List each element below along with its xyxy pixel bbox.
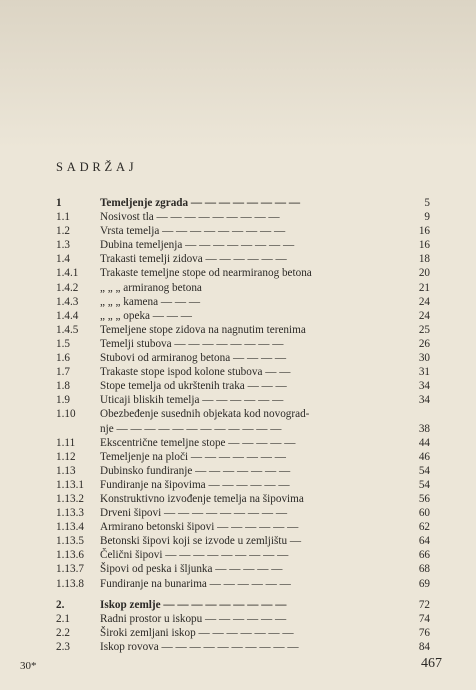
toc-entry-page: 60 <box>418 507 430 520</box>
toc-entry-title: Vrsta temelja — — — — — — — — — <box>100 225 286 238</box>
toc-entry <box>56 422 430 436</box>
toc-entry-number: 1.13.7 <box>56 563 84 576</box>
toc-entry-number: 1.8 <box>56 380 70 393</box>
toc-entry-title: Temelji stubova — — — — — — — — <box>100 337 284 350</box>
toc-entry-number: 1.13.3 <box>56 507 84 520</box>
toc-entry-number: 1.4.4 <box>56 309 79 322</box>
toc-entry <box>56 224 430 238</box>
toc-entry-page: 38 <box>418 422 430 435</box>
toc-entry-page: 64 <box>418 535 430 548</box>
toc-entry-number: 1.13.5 <box>56 535 84 548</box>
toc-entry-number: 2.2 <box>56 626 70 639</box>
toc-entry-number: 1.13.1 <box>56 478 84 491</box>
toc-entry-title: Temeljene stope zidova na nagnutim terenima <box>100 323 306 336</box>
toc-entry <box>56 252 430 266</box>
toc-entry-page: 34 <box>418 380 430 393</box>
toc-entry-title: nje — — — — — — — — — — — — <box>100 422 282 435</box>
toc-entry-page: 46 <box>418 450 430 463</box>
table-of-contents <box>56 196 430 654</box>
toc-entry-page: 5 <box>424 197 430 209</box>
toc-entry-number: 2.3 <box>56 640 70 653</box>
toc-entry-title: Trakaste stope ispod kolone stubova — — <box>100 366 291 379</box>
toc-entry <box>56 351 430 365</box>
toc-entry-page: 54 <box>418 464 430 477</box>
toc-entry-page: 24 <box>418 295 430 308</box>
toc-entry-title: Stubovi od armiranog betona — — — — <box>100 352 287 365</box>
toc-entry-page: 44 <box>418 436 430 449</box>
toc-entry-page: 18 <box>418 253 430 266</box>
toc-entry-number: 1.7 <box>56 366 70 379</box>
toc-entry-title: Stope temelja od ukrštenih traka — — — <box>100 380 287 393</box>
toc-entry-title: Fundiranje na bunarima — — — — — — <box>100 577 291 590</box>
toc-entry-title: Iskop zemlje — — — — — — — — — <box>100 598 287 611</box>
toc-entry-number: 1.1 <box>56 211 70 224</box>
bleed-through-area <box>0 0 476 150</box>
toc-entry-number: 1.13 <box>56 464 76 477</box>
toc-entry-number: 1.4.2 <box>56 281 79 294</box>
toc-entry-number: 1.10 <box>56 408 76 421</box>
toc-entry-page: 25 <box>418 323 430 336</box>
toc-entry <box>56 626 430 640</box>
toc-entry-title: Trakasti temelji zidova — — — — — — <box>100 253 287 266</box>
toc-entry-title: Dubinsko fundiranje — — — — — — — <box>100 464 291 477</box>
toc-entry <box>56 640 430 654</box>
toc-entry <box>56 365 430 379</box>
toc-entry-number: 1.4.1 <box>56 267 79 280</box>
toc-entry-number: 1.3 <box>56 239 70 252</box>
toc-entry <box>56 577 430 591</box>
toc-entry-title: Obezbeđenje susednih objekata kod novograd- <box>100 408 310 421</box>
toc-entry-number: 2.1 <box>56 612 70 625</box>
toc-entry-number: 1.4 <box>56 253 70 266</box>
toc-entry-title: Drveni šipovi — — — — — — — — — <box>100 507 288 520</box>
toc-entry <box>56 436 430 450</box>
toc-entry-number: 1.11 <box>56 436 76 449</box>
toc-entry <box>56 612 430 626</box>
signature-mark: 30* <box>20 660 37 672</box>
toc-entry <box>56 323 430 337</box>
toc-entry-title: „ „ „ armiranog betona <box>100 281 202 294</box>
toc-entry-title: Iskop rovova — — — — — — — — — — <box>100 640 299 653</box>
toc-entry-title: „ „ „ kamena — — — <box>100 295 201 308</box>
toc-entry <box>56 238 430 252</box>
toc-entry <box>56 281 430 295</box>
toc-entry <box>56 210 430 224</box>
page-number: 467 <box>421 656 442 671</box>
toc-entry <box>56 562 430 576</box>
toc-entry-page: 84 <box>418 640 430 653</box>
toc-entry <box>56 548 430 562</box>
toc-entry-number: 1.5 <box>56 337 70 350</box>
toc-entry-page: 72 <box>418 598 430 611</box>
toc-entry-title: Ekscentrične temeljne stope — — — — — <box>100 436 296 449</box>
toc-entry-number: 1.6 <box>56 352 70 365</box>
toc-entry-page: 66 <box>418 549 430 562</box>
toc-entry-number: 1.2 <box>56 225 70 238</box>
toc-entry-title: Uticaji bliskih temelja — — — — — — <box>100 394 284 407</box>
toc-entry-page: 26 <box>418 337 430 350</box>
toc-entry-number: 1.13.2 <box>56 492 84 505</box>
toc-entry-page: 31 <box>418 366 430 379</box>
toc-entry-page: 21 <box>418 281 430 294</box>
toc-entry-title: Široki zemljani iskop — — — — — — — <box>100 626 294 639</box>
toc-entry-page: 9 <box>424 211 430 224</box>
toc-entry <box>56 534 430 548</box>
toc-entry-title: „ „ „ opeka — — — <box>100 309 192 322</box>
toc-entry <box>56 478 430 492</box>
toc-entry <box>56 393 430 407</box>
toc-entry-page: 34 <box>418 394 430 407</box>
toc-entry-page: 56 <box>418 492 430 505</box>
toc-entry-title: Trakaste temeljne stope od nearmiranog betona <box>100 267 312 280</box>
toc-entry <box>56 379 430 393</box>
toc-entry <box>56 464 430 478</box>
toc-entry-page: 62 <box>418 521 430 534</box>
toc-entry <box>56 196 430 210</box>
toc-entry-title: Konstruktivno izvođenje temelja na šipovima <box>100 492 304 505</box>
toc-entry <box>56 450 430 464</box>
toc-entry-number: 1.12 <box>56 450 76 463</box>
toc-entry <box>56 506 430 520</box>
toc-entry-number: 1.13.4 <box>56 521 84 534</box>
toc-entry-number: 2. <box>56 598 65 611</box>
toc-entry-number: 1.4.5 <box>56 323 79 336</box>
toc-entry-page: 68 <box>418 563 430 576</box>
page-title: SADRŽAJ <box>56 160 138 174</box>
toc-entry <box>56 520 430 534</box>
toc-entry-page: 30 <box>418 352 430 365</box>
toc-entry-number: 1 <box>56 197 62 209</box>
toc-entry-number: 1.13.8 <box>56 577 84 590</box>
toc-entry <box>56 598 430 612</box>
toc-entry <box>56 407 430 421</box>
toc-entry-title: Temeljenje zgrada — — — — — — — — <box>100 197 301 209</box>
toc-entry-title: Radni prostor u iskopu — — — — — — <box>100 612 287 625</box>
toc-entry-title: Fundiranje na šipovima — — — — — — <box>100 478 290 491</box>
toc-entry-title: Čelični šipovi — — — — — — — — — <box>100 549 289 562</box>
toc-entry-page: 24 <box>418 309 430 322</box>
toc-entry <box>56 295 430 309</box>
toc-entry-page: 69 <box>418 577 430 590</box>
toc-entry-page: 16 <box>418 239 430 252</box>
toc-entry <box>56 492 430 506</box>
toc-entry-number: 1.4.3 <box>56 295 79 308</box>
toc-entry-number: 1.9 <box>56 394 70 407</box>
toc-entry-title: Šipovi od peska i šljunka — — — — — <box>100 563 283 576</box>
toc-entry-page: 76 <box>418 626 430 639</box>
toc-entry-page: 16 <box>418 225 430 238</box>
toc-entry-title: Dubina temeljenja — — — — — — — — <box>100 239 295 252</box>
toc-entry-page: 74 <box>418 612 430 625</box>
toc-entry-title: Betonski šipovi koji se izvode u zemljištu — <box>100 535 302 548</box>
toc-entry-title: Temeljenje na ploči — — — — — — — <box>100 450 286 463</box>
section-gap <box>56 591 430 598</box>
toc-entry-number: 1.13.6 <box>56 549 84 562</box>
toc-entry-title: Armirano betonski šipovi — — — — — — <box>100 521 299 534</box>
toc-entry-page: 20 <box>418 267 430 280</box>
toc-entry <box>56 337 430 351</box>
toc-entry-page: 54 <box>418 478 430 491</box>
toc-entry-title: Nosivost tla — — — — — — — — — <box>100 211 280 224</box>
toc-entry <box>56 266 430 280</box>
toc-entry <box>56 309 430 323</box>
